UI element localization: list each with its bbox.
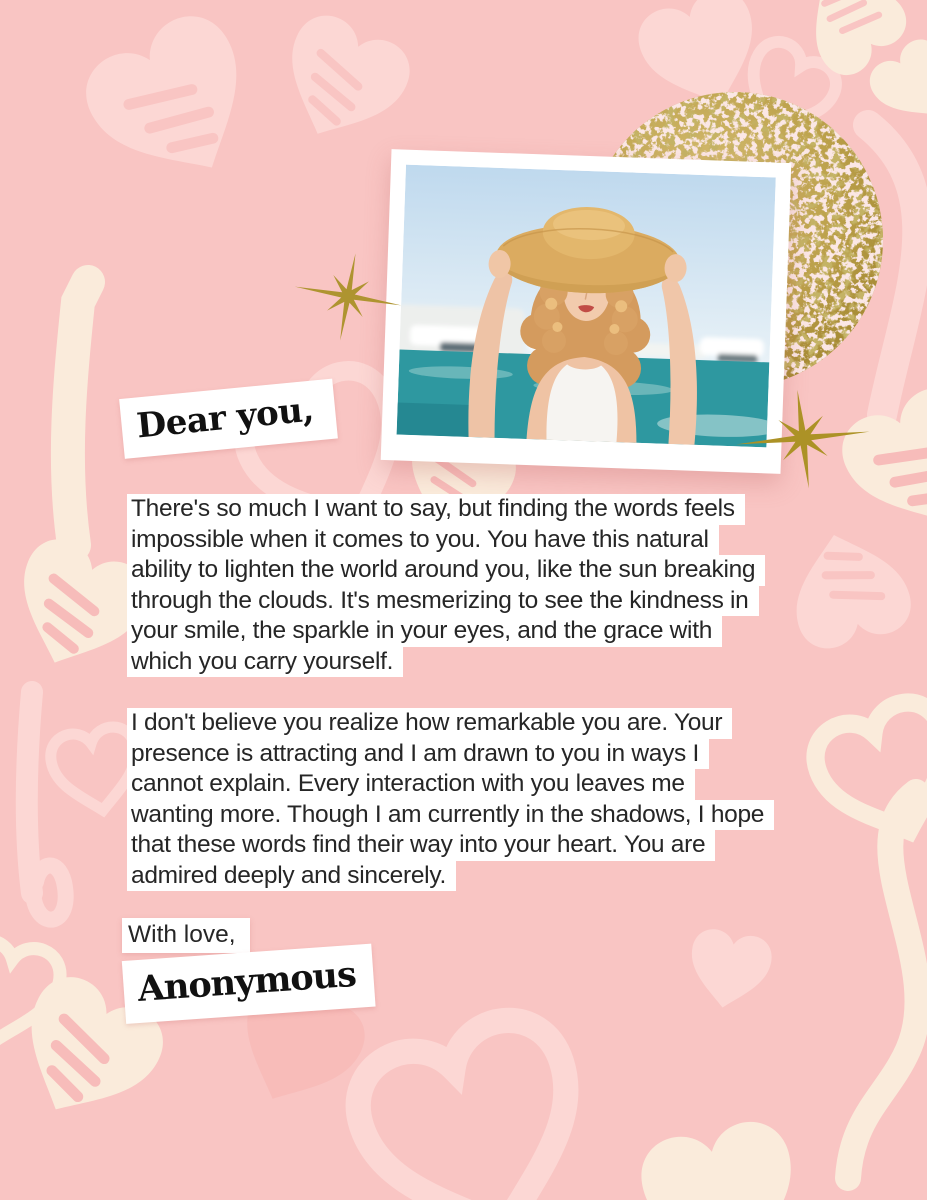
letter-line: presence is attracting and I am drawn to you in ways I	[127, 739, 709, 770]
letter-line: wanting more. Though I am currently in the shadows, I hope	[127, 800, 774, 831]
swirl-doodle	[848, 792, 918, 1178]
sparkle-star-icon	[289, 237, 407, 355]
letter-closing: With love,	[122, 918, 250, 953]
letter-line: cannot explain. Every interaction with you leaves me	[127, 769, 695, 800]
letter-line: There's so much I want to say, but finding the words feels	[127, 494, 745, 525]
heart-doodle	[778, 520, 917, 655]
heart-doodle	[634, 1115, 810, 1200]
letter-paragraph-1	[127, 494, 765, 677]
letter-line: admired deeply and sincerely.	[127, 861, 456, 892]
letter-paragraph-2	[127, 708, 774, 891]
letter-signature: Anonymous	[122, 944, 376, 1024]
brush-stroke-doodle	[68, 282, 88, 545]
photo-of-woman	[397, 165, 776, 448]
letter-doodle	[33, 865, 66, 919]
letter-line: through the clouds. It's mesmerizing to see the kindness in	[127, 586, 759, 617]
letter-line: impossible when it comes to you. You have this natural	[127, 525, 719, 556]
heart-doodle	[344, 1006, 605, 1200]
letter-line: ability to lighten the world around you, like the sun breaking	[127, 555, 765, 586]
letter-greeting: Dear you,	[119, 379, 338, 459]
heart-doodle	[806, 693, 927, 853]
heart-doodle	[683, 926, 775, 1015]
heart-doodle	[263, 5, 420, 159]
letter-line: which you carry yourself.	[127, 647, 403, 678]
letter-line: I don't believe you realize how remarkable you are. Your	[127, 708, 732, 739]
letter-doodle	[27, 692, 32, 893]
sparkle-star-icon	[730, 372, 876, 504]
letter-line: your smile, the sparkle in your eyes, and the grace with	[127, 616, 722, 647]
letter-line: that these words find their way into your heart. You are	[127, 830, 715, 861]
heart-doodle	[71, 2, 279, 207]
